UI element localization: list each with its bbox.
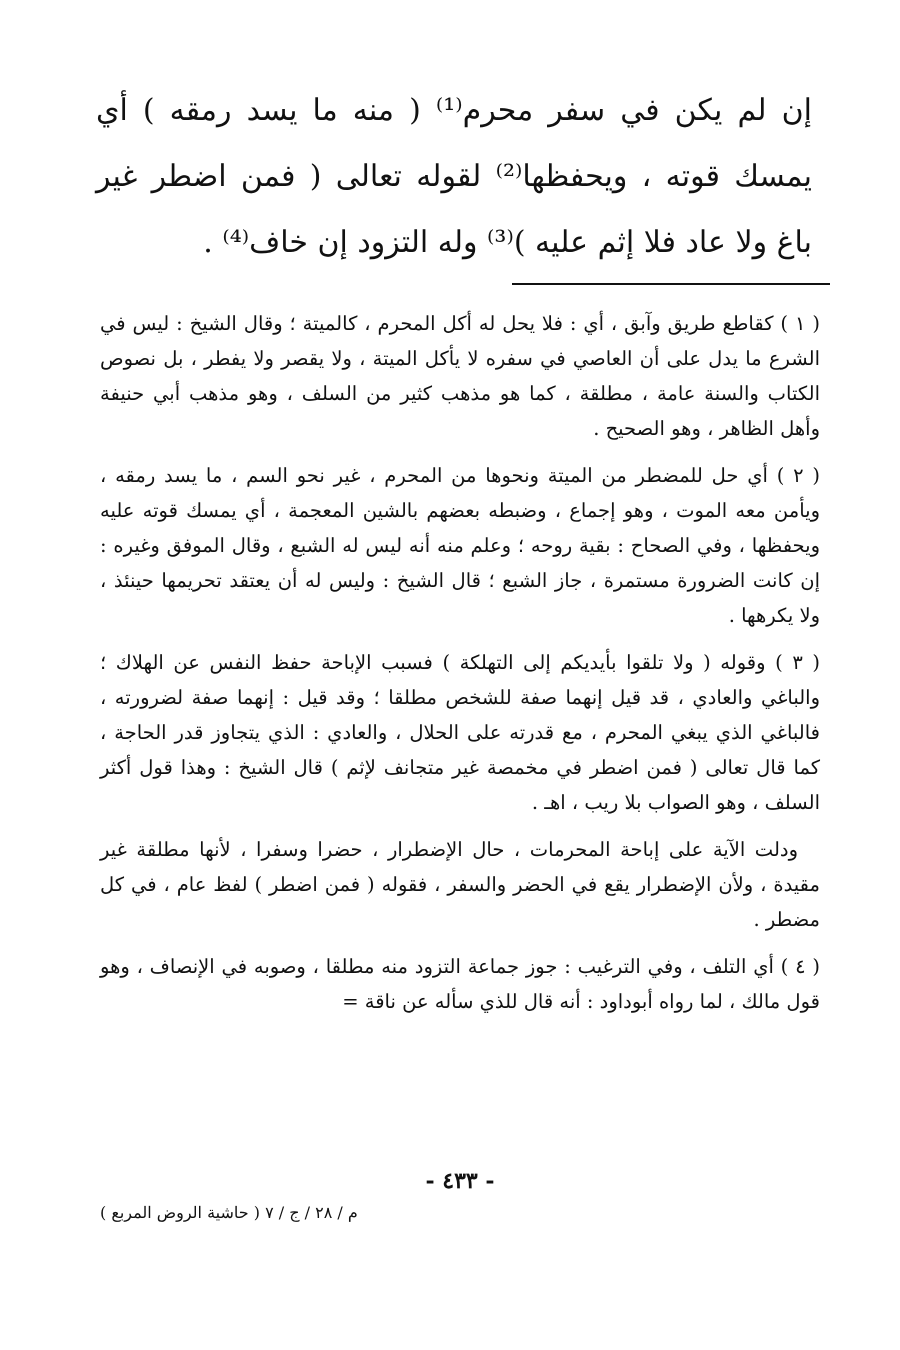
footnote-divider (512, 283, 830, 285)
colophon: م / ٢٨ / ج / ٧ ( حاشية الروض المربع ) (100, 1203, 358, 1222)
footnote-3: ( ٣ ) وقوله ( ولا تلقوا بأيديكم إلى التهلكة ) فسبب الإباحة حفظ النفس عن الهلاك ؛ والباغي والعادي ، قد قيل إنهما صفة للشخص مطلقا ؛ وقد قيل : إنهما صفة لضرورته ، فالباغي الذي يبغي المحرم ، مع قدرته على الحلال ، والعادي : الذي يتجاوز قدر الحاجة ، كما قال تعالى ( فمن اضطر في مخمصة غير متجانف لإثم ) قال الشيخ : وهذا قول أكثر السلف ، وهو الصواب بلا ريب ، اهـ . (100, 651, 820, 814)
page-number: - ٤٣٣ - (425, 1168, 495, 1194)
footnote-1: ( ١ ) كقاطع طريق وآبق ، أي : فلا يحل له أكل المحرم ، كالميتة ؛ وقال الشيخ : ليس في الشرع ما يدل على أن العاصي في سفره لا يأكل الميتة ، ولا يقصر ولا يفطر ، بل نصوص الكتاب والسنة عامة ، مطلقة ، كما هو مذهب كثير من السلف ، وهو مذهب أبي حنيفة وأهل الظاهر ، وهو الصحيح . (100, 312, 820, 440)
main-text: إن لم يكن في سفر محرم⁽¹⁾ ( منه ما يسد رمقه ) أي يمسك قوته ، ويحفظها⁽²⁾ لقوله تعالى ( فمن اضطر غير باغ ولا عاد فلا إثم عليه )⁽³⁾ وله التزود إن خاف⁽⁴⁾ . (96, 93, 812, 260)
footnote-2: ( ٢ ) أي حل للمضطر من الميتة ونحوها من المحرم ، غير نحو السم ، ما يسد رمقه ، ويأمن معه الموت ، وهو إجماع ، وضبطه بعضهم بالشين المعجمة ، أي يمسك قوته عليه ويحفظها ، وفي الصحاح : بقية روحه ؛ وعلم منه أنه ليس له الشبع ، وقال الموفق وغيره : إن كانت الضرورة مستمرة ، جاز الشبع ؛ قال الشيخ : وليس له أن يعتقد تحريمها حينئذ ، ولا يكرهها . (100, 464, 820, 627)
footnotes (100, 306, 820, 1031)
footnote-3-continuation: ودلت الآية على إباحة المحرمات ، حال الإضطرار ، حضرا وسفرا ، لأنها مطلقة غير مقيدة ، ولأن الإضطرار يقع في الحضر والسفر ، فقوله ( فمن اضطر ) لفظ عام ، في كل مضطر . (100, 838, 820, 931)
footnote-4: ( ٤ ) أي التلف ، وفي الترغيب : جوز جماعة التزود منه مطلقا ، وصوبه في الإنصاف ، وهو قول مالك ، لما رواه أبوداود : أنه قال للذي سأله عن ناقة = (100, 955, 820, 1013)
